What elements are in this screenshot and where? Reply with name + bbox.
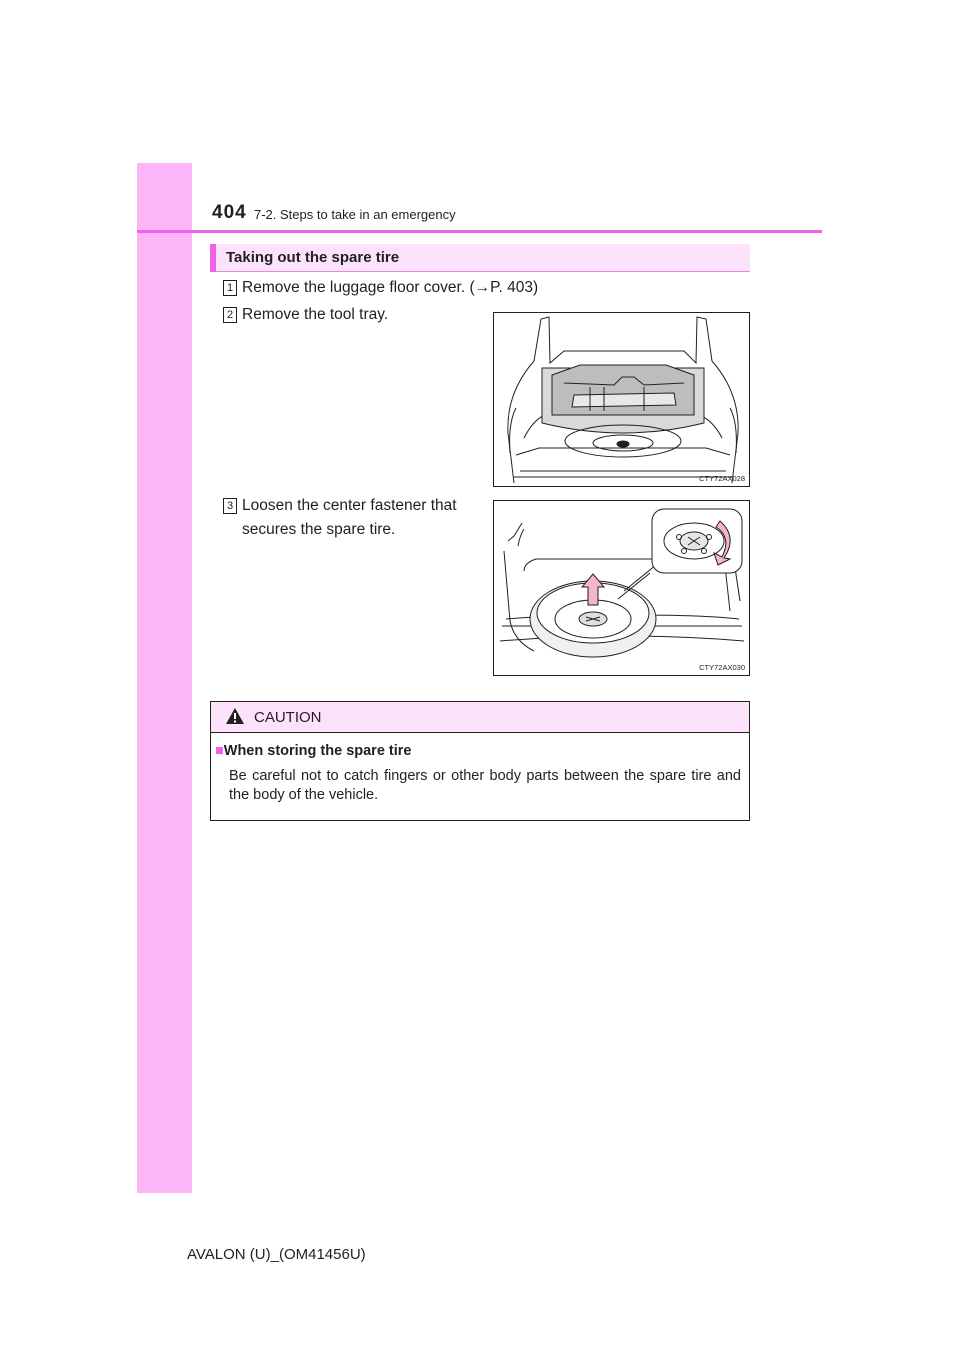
step-number-3: 3: [223, 498, 237, 514]
caution-subheading: [215, 743, 412, 759]
caution-body: Be careful not to catch fingers or other body parts between the spare tire and the body of the vehicle.: [229, 768, 741, 803]
caution-title: When storing the spare tire: [223, 743, 412, 759]
header-rule: [137, 230, 822, 233]
caution-label: CAUTION: [254, 709, 322, 726]
figure-spare-tire-fastener: [493, 500, 750, 676]
step-text-2: Remove the tool tray.: [242, 306, 389, 323]
caution-bullet-icon: ■: [215, 743, 224, 759]
sidebar-tab: [137, 163, 192, 1193]
figure-code-2: CTY72AX030: [699, 663, 745, 672]
subheading: [210, 244, 750, 272]
subheading-accent-bar: [210, 244, 216, 272]
spare-tire-fastener-illustration-icon: [494, 501, 750, 676]
caution-header: [211, 702, 749, 733]
step-number-1: 1: [223, 280, 237, 296]
step-number-2: 2: [223, 307, 237, 323]
trunk-tool-tray-illustration-icon: [494, 313, 750, 487]
step-text-1: Remove the luggage floor cover. (→P. 403): [242, 279, 539, 296]
figure-tool-tray: [493, 312, 750, 487]
section-title: 7-2. Steps to take in an emergency: [254, 207, 456, 222]
subheading-title: Taking out the spare tire: [226, 249, 400, 266]
page-number: 404: [212, 202, 247, 223]
warning-triangle-icon: [225, 707, 245, 725]
footer-model-code: AVALON (U)_(OM41456U): [187, 1246, 366, 1263]
step-text-3a: Loosen the center fastener that: [242, 497, 457, 514]
step-text-3b: secures the spare tire.: [242, 521, 396, 538]
figure-code-1: CTY72AX028: [699, 474, 745, 483]
